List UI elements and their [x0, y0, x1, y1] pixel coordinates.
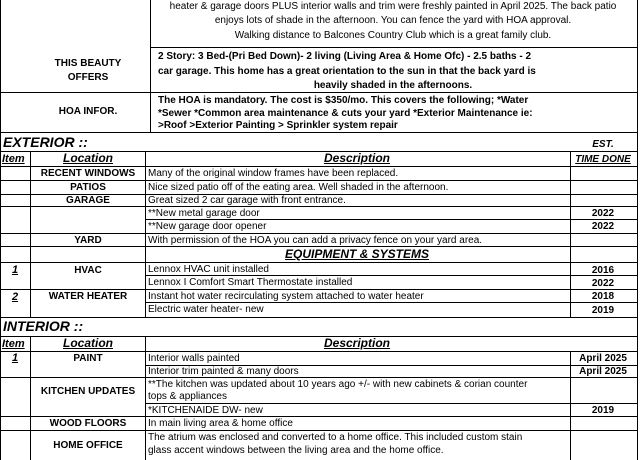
item-cell: 2 — [11, 291, 19, 303]
row-line — [0, 289, 637, 290]
hoa-text-line: >Roof >Exterior Painting > Sprinkler system repair — [158, 120, 398, 131]
location-cell: PATIOS — [70, 182, 106, 193]
row-line — [0, 206, 637, 207]
description-cell: The atrium was enclosed and converted to a home office. This included custom stain — [148, 432, 523, 443]
right-border — [637, 0, 638, 460]
location-cell: HVAC — [74, 265, 102, 276]
description-cell: Many of the original window frames have been replaced. — [148, 168, 399, 179]
description-cell: Electric water heater- new — [148, 304, 264, 315]
item-cell: 1 — [11, 264, 19, 276]
description-cell: Lennox I Comfort Smart Thermostate installed — [148, 277, 353, 288]
interior-heading: INTERIOR :: — [3, 318, 84, 334]
col-item: Item — [2, 338, 25, 350]
time-cell: 2016 — [591, 265, 615, 276]
description-cell: Interior trim painted & many doors — [148, 366, 299, 377]
col-time-done: TIME DONE — [575, 154, 631, 165]
description-cell: With permission of the HOA you can add a privacy fence on your yard area. — [148, 235, 483, 246]
description-cell: Nice sized patio off of the eating area. Well shaded in the afternoon. — [148, 182, 449, 193]
divider-exterior-cols — [0, 166, 637, 167]
divider-top-para — [150, 47, 637, 48]
divider-hoa — [0, 132, 637, 133]
label-column-divider — [150, 0, 151, 132]
description-cell: **New garage door opener — [148, 221, 267, 232]
beauty-text-line: heavily shaded in the afternoons. — [313, 80, 473, 91]
row-line — [145, 219, 637, 220]
divider-beauty — [0, 92, 637, 93]
row-line — [0, 317, 637, 318]
description-cell: **New metal garage door — [148, 208, 260, 219]
description-cell: glass accent windows between the living area and the home office. — [148, 445, 444, 456]
item-column-line — [30, 151, 31, 318]
row-line — [0, 180, 637, 181]
row-line — [0, 416, 637, 417]
exterior-heading: EXTERIOR :: — [3, 134, 88, 150]
col-item: Item — [2, 153, 25, 165]
time-cell: 2022 — [591, 208, 615, 219]
description-cell: Lennox HVAC unit installed — [148, 264, 269, 275]
description-cell: tops & appliances — [148, 391, 227, 402]
time-cell: 2022 — [591, 221, 615, 232]
intro-text-line: enjoys lots of shade in the afternoon. You can fence the yard with HOA approval. — [214, 15, 572, 26]
time-column-line — [570, 151, 571, 318]
description-cell: *KITCHENAIDE DW- new — [148, 405, 263, 416]
time-cell: 2022 — [591, 278, 615, 289]
time-column-line — [570, 351, 571, 460]
time-cell: 2019 — [591, 305, 615, 316]
est-label: EST. — [592, 139, 614, 150]
time-cell: 2019 — [591, 405, 615, 416]
row-line — [145, 403, 637, 404]
hoa-text-line: *Sewer *Common area maintenance & cuts your yard *Exterior Maintenance ie: — [158, 108, 533, 119]
col-location: Location — [63, 336, 113, 350]
description-cell: Instant hot water recirculating system attached to water heater — [148, 291, 424, 302]
item-column-line — [30, 336, 31, 460]
location-cell: HOME OFFICE — [53, 440, 123, 451]
col-description: Description — [323, 151, 391, 165]
row-line — [0, 262, 637, 263]
row-line — [0, 233, 637, 234]
location-cell: YARD — [74, 235, 102, 246]
row-line — [0, 430, 637, 431]
row-line — [145, 275, 637, 276]
location-column-line — [145, 336, 146, 460]
col-description: Description — [323, 336, 391, 350]
location-cell: WATER HEATER — [48, 291, 128, 302]
location-cell: RECENT WINDOWS — [40, 168, 136, 179]
intro-text-line: heater & garage doors PLUS interior walls and trim were freshly painted in April 2025. The back patio — [169, 1, 617, 12]
time-cell: 2018 — [591, 291, 615, 302]
location-cell: PAINT — [73, 353, 103, 364]
time-cell: April 2025 — [579, 366, 627, 377]
row-line — [145, 302, 637, 303]
description-cell: Great sized 2 car garage with front entrance. — [148, 195, 346, 206]
intro-text-line: Walking distance to Balcones Country Club which is a great family club. — [234, 30, 552, 41]
location-column-line — [145, 151, 146, 318]
hoa-label: HOA INFOR. — [58, 106, 118, 117]
beauty-text-line: car garage. This home has a great orientation to the sun in that the back yard is — [158, 66, 536, 77]
beauty-text-line: 2 Story: 3 Bed-(Pri Bed Down)- 2 living (Living Area & Home Ofc) - 2.5 baths - 2 — [158, 51, 532, 62]
location-cell: WOOD FLOORS — [49, 418, 127, 429]
row-line — [0, 377, 637, 378]
hoa-text-line: The HOA is mandatory. The cost is $350/mo. This covers the following; *Water — [158, 95, 529, 106]
description-cell: Interior walls painted — [148, 353, 240, 364]
time-cell: April 2025 — [579, 353, 627, 364]
beauty-label: THIS BEAUTY — [54, 58, 122, 69]
left-border — [0, 0, 1, 460]
location-cell: GARAGE — [66, 195, 110, 206]
col-location: Location — [63, 151, 113, 165]
description-cell: **The kitchen was updated about 10 years ago +/- with new cabinets & corian counter — [148, 379, 528, 390]
divider-interior-cols — [0, 351, 637, 352]
location-cell: KITCHEN UPDATES — [40, 386, 136, 397]
item-cell: 1 — [11, 352, 19, 364]
beauty-label: OFFERS — [67, 72, 109, 83]
description-cell: In main living area & home office — [148, 418, 293, 429]
equipment-heading: EQUIPMENT & SYSTEMS — [284, 247, 430, 261]
